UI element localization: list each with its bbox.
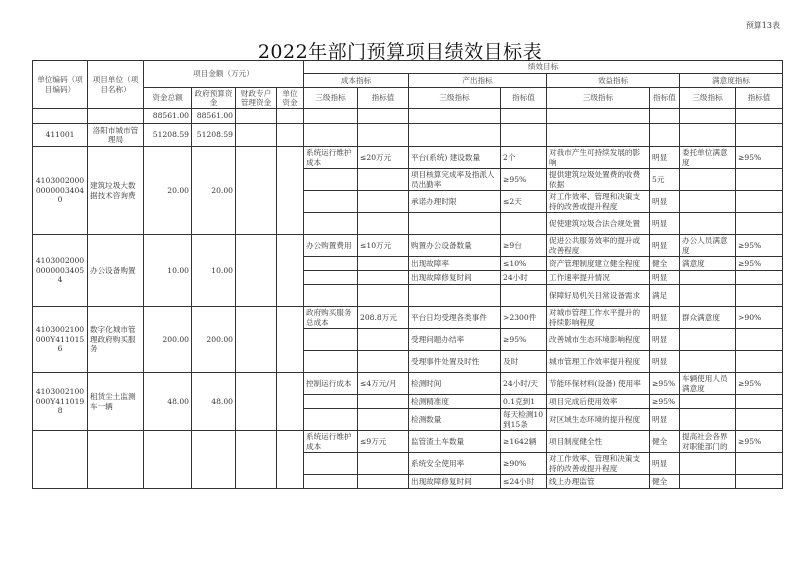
header-benefit: 效益指标 <box>547 74 680 88</box>
cell-benefit-value: 5元 <box>650 169 680 191</box>
cell-project-code: 410300200000000034040 <box>33 147 88 235</box>
header-cost-value: 指标值 <box>358 88 409 109</box>
cell-cost-indicator: 系统运行维护成本 <box>304 147 358 169</box>
cell-output-value <box>501 285 547 307</box>
cell-output-indicator: 出现故障修复时间 <box>409 271 501 285</box>
cell-output-value: ≤10% <box>501 257 547 271</box>
cell-cost-indicator <box>304 475 358 489</box>
cell-output-value: ≥95% <box>501 169 547 191</box>
cell-total: 20.00 <box>144 147 192 235</box>
cell-sat-value <box>736 409 783 431</box>
cell-gov-budget: 200.00 <box>192 307 236 373</box>
cell-unit-fund <box>277 373 304 431</box>
cell-benefit-value: 明显 <box>650 453 680 475</box>
header-unit-name: 项目单位（项目名称） <box>88 61 144 109</box>
cell-output-indicator: 检测数量 <box>409 409 501 431</box>
cell-sat-value: ≥95% <box>736 431 783 453</box>
cell-sat-value <box>736 475 783 489</box>
cell-total: 200.00 <box>144 307 192 373</box>
header-benefit-value: 指标值 <box>650 88 680 109</box>
cell-output-indicator: 购置办公设备数量 <box>409 235 501 257</box>
cell-output-indicator: 受理问题办结率 <box>409 329 501 351</box>
cell-sat-value: ≥95% <box>736 235 783 257</box>
cell-project-code <box>33 431 88 489</box>
cell-sat-indicator <box>680 351 736 373</box>
cell-cost-value: ≤20万元 <box>358 147 409 169</box>
cell-sat-indicator: 提高社会各界对职能部门的 <box>680 431 736 453</box>
cell-project-code: 4103002100000Y4110156 <box>33 307 88 373</box>
header-output-value: 指标值 <box>501 88 547 109</box>
cell-cost-indicator <box>304 395 358 409</box>
cell-sat-value <box>736 169 783 191</box>
cell-cost-value: ≤9万元 <box>358 431 409 453</box>
cell-cost-indicator <box>304 169 358 191</box>
cell-project-name: 数字化城市管理政府购买服务 <box>88 307 144 373</box>
cell-gov-budget: 10.00 <box>192 235 236 307</box>
cell-output-value: >2300件 <box>501 307 547 329</box>
cell-benefit-indicator: 改善城市生态环境影响程度 <box>547 329 650 351</box>
cell-cost-value <box>358 395 409 409</box>
header-benefit-level3: 三级指标 <box>547 88 650 109</box>
cell-benefit-indicator: 促使建筑垃圾合法合规处置 <box>547 213 650 235</box>
cell-sat-indicator <box>680 191 736 213</box>
header-unit-code: 单位编码（项目编码） <box>33 61 88 109</box>
cell-output-indicator: 项目核算完成率及指派人员出勤率 <box>409 169 501 191</box>
cell-benefit-indicator: 促进公共服务效率的提升或改善程度 <box>547 235 650 257</box>
cell-cost-value <box>358 329 409 351</box>
cell-benefit-value: 明显 <box>650 351 680 373</box>
cell-project-name: 建筑垃圾大数据技术咨询费 <box>88 147 144 235</box>
cell-cost-value <box>358 191 409 213</box>
cell-output-value: 0.1克到1 <box>501 395 547 409</box>
cell-output-indicator: 系统安全使用率 <box>409 453 501 475</box>
header-satisfaction: 满意度指标 <box>680 74 783 88</box>
cell-benefit-value: 健全 <box>650 431 680 453</box>
cell-output-value: ≥90% <box>501 453 547 475</box>
cell-unit-fund <box>277 431 304 489</box>
cell-cost-indicator <box>304 285 358 307</box>
cell-output-indicator: 检测时间 <box>409 373 501 395</box>
cell-benefit-indicator: 工作速率提升情况 <box>547 271 650 285</box>
cell-benefit-indicator: 线上办理监管 <box>547 475 650 489</box>
cell-benefit-indicator: 项目制度健全性 <box>547 431 650 453</box>
cell-output-value: ≥1642辆 <box>501 431 547 453</box>
header-amount-group: 项目金额（万元） <box>144 61 304 88</box>
cell-benefit-value: 明显 <box>650 191 680 213</box>
cell-benefit-indicator: 保障好局机关日常设备需求 <box>547 285 650 307</box>
cell-sat-indicator <box>680 475 736 489</box>
cell-sat-value <box>736 213 783 235</box>
header-total: 资金总额 <box>144 88 192 109</box>
table-row-unit <box>33 124 783 147</box>
cell-sat-value <box>736 191 783 213</box>
cell-cost-value <box>358 257 409 271</box>
cell-cost-indicator <box>304 329 358 351</box>
cell-output-value: 24小时 <box>501 271 547 285</box>
cell-sat-indicator: 满意度 <box>680 257 736 271</box>
cell-output-indicator: 平台日均受理各类事件 <box>409 307 501 329</box>
cell-sat-value <box>736 351 783 373</box>
cell-output-indicator <box>409 285 501 307</box>
cell-sat-indicator <box>680 169 736 191</box>
cell-benefit-value: 满足 <box>650 285 680 307</box>
cell-benefit-indicator: 对区域生态环境的提升程度 <box>547 409 650 431</box>
cell-benefit-value: 明显 <box>650 307 680 329</box>
cell-sat-value <box>736 271 783 285</box>
cell-cost-value <box>358 169 409 191</box>
page-title: 2022年部门预算项目绩效目标表 <box>257 41 543 63</box>
cell-cost-value <box>358 453 409 475</box>
cell-cost-value: 208.8万元 <box>358 307 409 329</box>
cell-benefit-indicator: 提供建筑垃圾处置费的收费依据 <box>547 169 650 191</box>
cell-gov: 51208.59 <box>192 124 236 147</box>
cell-name: 洛阳市城市管理局 <box>88 124 144 147</box>
table-row-grand-total <box>33 109 783 124</box>
cell-benefit-value: 健全 <box>650 475 680 489</box>
cell-cost-indicator: 办公购置费用 <box>304 235 358 257</box>
cell-benefit-value: 明显 <box>650 235 680 257</box>
cell-sat-indicator <box>680 409 736 431</box>
cell-benefit-indicator: 节能环保材料(设备) 使用率 <box>547 373 650 395</box>
cell-output-value: 及时 <box>501 351 547 373</box>
cell-sat-value: >90% <box>736 307 783 329</box>
performance-table <box>32 60 783 489</box>
cell-unit-fund <box>277 307 304 373</box>
cell-benefit-indicator: 对我市产生可持续发展的影响 <box>547 147 650 169</box>
header-special: 财政专户管理资金 <box>236 88 277 109</box>
cell-name <box>88 109 144 124</box>
table-row <box>33 235 783 257</box>
cell-project-name: 办公设备购置 <box>88 235 144 307</box>
cell-output-value: 24小时/天 <box>501 373 547 395</box>
cell-output-indicator: 出现故障率 <box>409 257 501 271</box>
cell-special <box>236 373 277 431</box>
cell-cost-value <box>358 285 409 307</box>
cell-cost-indicator <box>304 409 358 431</box>
cell-project-name: 租赁尘土监测车一辆 <box>88 373 144 431</box>
header-cost-level3: 三级指标 <box>304 88 358 109</box>
cell-sat-value: ≥95% <box>736 147 783 169</box>
header-cost: 成本指标 <box>304 74 409 88</box>
cell-special <box>236 235 277 307</box>
cell-output-indicator: 承诺办理时限 <box>409 191 501 213</box>
cell-output-value: ≥95% <box>501 329 547 351</box>
table-row <box>33 373 783 395</box>
cell-cost-value <box>358 213 409 235</box>
table-row <box>33 307 783 329</box>
cell-output-value: ≤2天 <box>501 191 547 213</box>
cell-benefit-indicator: 对工作效率、管理和决策支持的改善或提升程度 <box>547 453 650 475</box>
cell-output-indicator: 检测精准度 <box>409 395 501 409</box>
cell-total: 51208.59 <box>144 124 192 147</box>
cell-total: 88561.00 <box>144 109 192 124</box>
cell-unit-fund <box>277 147 304 235</box>
cell-sat-value: ≥95% <box>736 257 783 271</box>
cell-benefit-value: 明显 <box>650 213 680 235</box>
cell-output-indicator: 平台(系统) 建设数量 <box>409 147 501 169</box>
cell-sat-value: ≥95% <box>736 373 783 395</box>
cell-sat-value <box>736 329 783 351</box>
cell-code: 411001 <box>33 124 88 147</box>
cell-benefit-value: ≥95% <box>650 395 680 409</box>
cell-sat-indicator: 群众满意度 <box>680 307 736 329</box>
cell-benefit-value: 明显 <box>650 329 680 351</box>
cell-benefit-value: ≥95% <box>650 373 680 395</box>
cell-project-code: 4103002100000Y4110198 <box>33 373 88 431</box>
cell-output-indicator <box>409 213 501 235</box>
cell-cost-value: ≤10万元 <box>358 235 409 257</box>
cell-cost-value: ≤4万元/月 <box>358 373 409 395</box>
cell-output-value: 每天检测10到15条 <box>501 409 547 431</box>
cell-project-name <box>88 431 144 489</box>
header-gov-budget: 政府预算资金 <box>192 88 236 109</box>
cell-total <box>144 431 192 489</box>
cell-benefit-value: 明显 <box>650 147 680 169</box>
cell-cost-indicator: 系统运行维护成本 <box>304 431 358 453</box>
cell-benefit-indicator: 对工作效率、管理和决策支持的改善或提升程度 <box>547 191 650 213</box>
header-unit-fund: 单位资金 <box>277 88 304 109</box>
cell-cost-value <box>358 475 409 489</box>
cell-sat-value <box>736 395 783 409</box>
cell-benefit-value: 明显 <box>650 271 680 285</box>
cell-unit-fund <box>277 235 304 307</box>
cell-special <box>236 307 277 373</box>
cell-sat-indicator <box>680 213 736 235</box>
cell-benefit-indicator: 城市管理工作效率提升程度 <box>547 351 650 373</box>
cell-output-indicator: 出现故障修复时间 <box>409 475 501 489</box>
cell-gov-budget <box>192 431 236 489</box>
cell-benefit-value: 健全 <box>650 257 680 271</box>
cell-sat-indicator: 办公人员满意度 <box>680 235 736 257</box>
cell-gov-budget: 48.00 <box>192 373 236 431</box>
cell-cost-value <box>358 351 409 373</box>
cell-cost-indicator <box>304 213 358 235</box>
cell-special <box>236 431 277 489</box>
cell-cost-indicator: 控制运行成本 <box>304 373 358 395</box>
cell-cost-indicator <box>304 271 358 285</box>
cell-cost-value <box>358 409 409 431</box>
cell-sat-indicator <box>680 285 736 307</box>
cell-sat-indicator: 车辆使用人员满意度 <box>680 373 736 395</box>
cell-benefit-indicator: 资产管理制度建立健全程度 <box>547 257 650 271</box>
cell-total: 48.00 <box>144 373 192 431</box>
cell-total: 10.00 <box>144 235 192 307</box>
cell-benefit-indicator: 项目完成后使用效率 <box>547 395 650 409</box>
cell-output-value: ≤24小时 <box>501 475 547 489</box>
header-sat-value: 指标值 <box>736 88 783 109</box>
cell-sat-value <box>736 453 783 475</box>
header-output: 产出指标 <box>409 74 547 88</box>
header-perf-goal: 绩效目标 <box>304 61 783 74</box>
cell-sat-indicator <box>680 453 736 475</box>
cell-sat-value <box>736 285 783 307</box>
form-number: 预算13表 <box>745 21 780 30</box>
cell-sat-indicator: 委托单位满意度 <box>680 147 736 169</box>
table-row <box>33 147 783 169</box>
cell-output-value <box>501 213 547 235</box>
cell-gov-budget: 20.00 <box>192 147 236 235</box>
cell-cost-indicator: 政府购买服务总成本 <box>304 307 358 329</box>
cell-sat-indicator <box>680 395 736 409</box>
cell-cost-indicator <box>304 191 358 213</box>
cell-output-indicator: 受理事件处置及时性 <box>409 351 501 373</box>
cell-benefit-indicator: 对城市管理工作水平提升的持续影响程度 <box>547 307 650 329</box>
cell-output-value: 2个 <box>501 147 547 169</box>
cell-cost-indicator <box>304 351 358 373</box>
table-row <box>33 431 783 453</box>
cell-cost-indicator <box>304 257 358 271</box>
cell-project-code: 410300200000000034054 <box>33 235 88 307</box>
cell-output-indicator: 监管渣土车数量 <box>409 431 501 453</box>
cell-cost-value <box>358 271 409 285</box>
cell-cost-indicator <box>304 453 358 475</box>
cell-gov: 88561.00 <box>192 109 236 124</box>
header-sat-level3: 三级指标 <box>680 88 736 109</box>
cell-output-value: ≥9台 <box>501 235 547 257</box>
cell-special <box>236 147 277 235</box>
cell-code <box>33 109 88 124</box>
cell-sat-indicator <box>680 329 736 351</box>
cell-benefit-value: 明显 <box>650 409 680 431</box>
header-output-level3: 三级指标 <box>409 88 501 109</box>
cell-sat-indicator <box>680 271 736 285</box>
